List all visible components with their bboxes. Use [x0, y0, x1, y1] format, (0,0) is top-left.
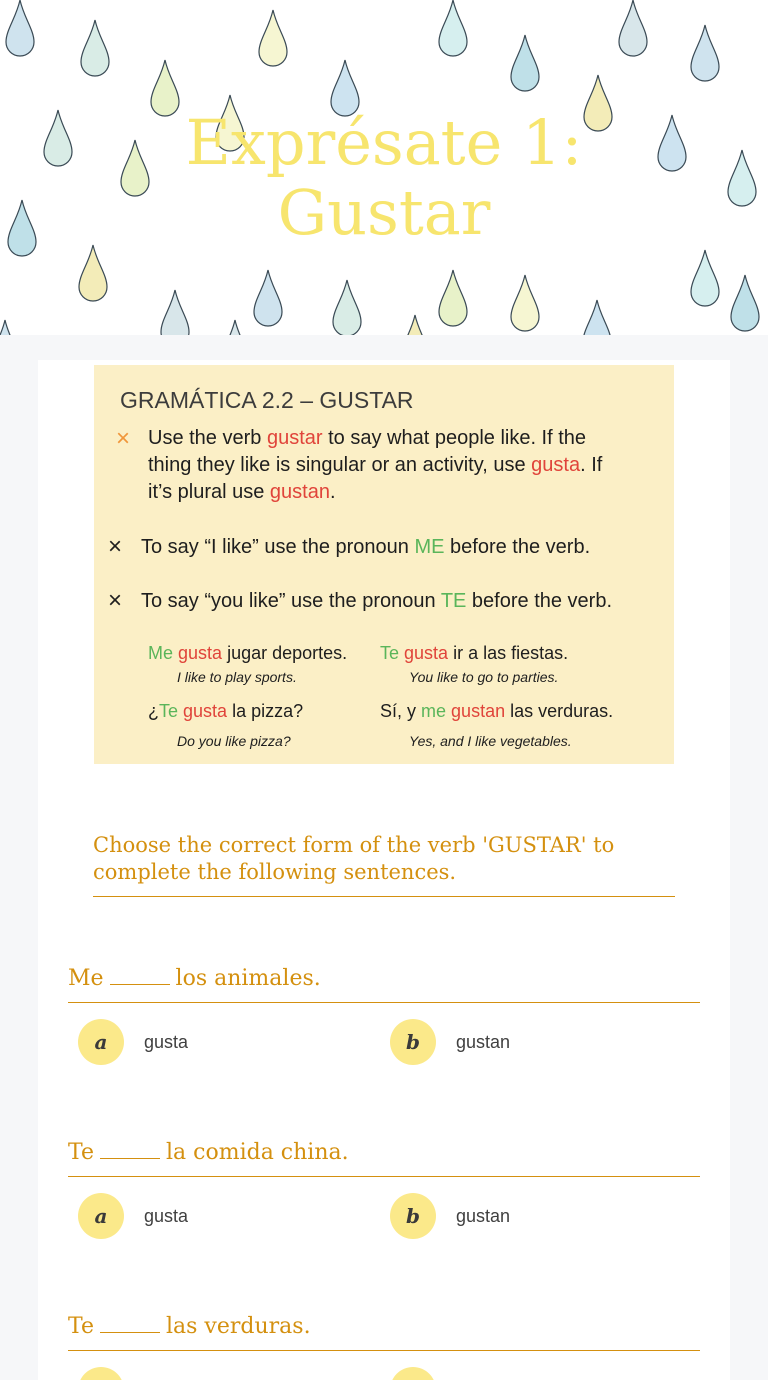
- raindrop-shape: [333, 280, 361, 335]
- raindrop-shape: [439, 0, 467, 56]
- x-icon: ×: [116, 425, 131, 452]
- option-letter-badge: b: [390, 1193, 436, 1239]
- option-label: gustan: [456, 1205, 511, 1226]
- example-translation: Yes, and I like vegetables.: [409, 733, 572, 749]
- raindrop-shape: [0, 320, 19, 335]
- raindrop-shape: [691, 25, 719, 81]
- option-label: gusta: [144, 1031, 189, 1052]
- example-sentence: Sí, y me gustan las verduras.: [380, 701, 614, 721]
- option-letter-badge: [390, 1367, 436, 1380]
- question-text: Me los animales.: [68, 965, 700, 1003]
- header-banner: [0, 0, 768, 335]
- option-letter-badge: [78, 1367, 124, 1380]
- example-translation: Do you like pizza?: [177, 733, 291, 749]
- answer-blank: [100, 1313, 160, 1333]
- grammar-rule-2: To say “I like” use the pronoun ME before the verb.: [141, 536, 591, 558]
- raindrop-shape: [6, 0, 34, 56]
- option-b-button[interactable]: [390, 1193, 510, 1239]
- option-a-button[interactable]: [78, 1367, 124, 1380]
- x-icon: ×: [108, 533, 123, 560]
- question-text: Te las verduras.: [68, 1313, 700, 1351]
- example-translation: I like to play sports.: [177, 669, 297, 685]
- answer-blank: [110, 965, 170, 985]
- question-3: [68, 1313, 700, 1351]
- raindrop-shape: [439, 270, 467, 326]
- raindrop-shape: [691, 250, 719, 306]
- grammar-rule-1: Use the verb gustar to say what people like. If the thing they like is singular or an activity, use gusta. If it’s plural use gustan.: [148, 427, 603, 503]
- option-letter-badge: b: [390, 1019, 436, 1065]
- example-sentence: Te gusta ir a las fiestas.: [380, 643, 569, 663]
- option-letter-badge: a: [78, 1193, 124, 1239]
- grammar-rule-3: To say “you like” use the pronoun TE before the verb.: [141, 590, 613, 612]
- option-label: gusta: [144, 1205, 189, 1226]
- example-translation: You like to go to parties.: [409, 669, 559, 685]
- option-a-button[interactable]: [78, 1019, 188, 1065]
- raindrop-shape: [731, 275, 759, 331]
- question-2: [68, 1139, 700, 1228]
- raindrop-shape: [619, 0, 647, 56]
- raindrop-shape: [79, 245, 107, 301]
- raindrop-shape: [259, 10, 287, 66]
- raindrop-shape: [401, 315, 429, 335]
- raindrop-shape: [583, 300, 611, 335]
- option-b-button[interactable]: [390, 1019, 510, 1065]
- example-sentence: ¿Te gusta la pizza?: [148, 701, 304, 721]
- raindrop-shape: [81, 20, 109, 76]
- grammar-title: GRAMÁTICA 2.2 – GUSTAR: [120, 387, 414, 413]
- raindrop-shape: [511, 275, 539, 331]
- option-label: gustan: [456, 1031, 511, 1052]
- question-text: Te la comida china.: [68, 1139, 700, 1177]
- answer-blank: [100, 1139, 160, 1159]
- x-icon: ×: [108, 587, 123, 614]
- option-letter-badge: a: [78, 1019, 124, 1065]
- page-title: Exprésate 1: Gustar: [185, 106, 583, 249]
- raindrop-shape: [254, 270, 282, 326]
- raindrop-shape: [511, 35, 539, 91]
- option-b-button[interactable]: [390, 1367, 436, 1380]
- raindrop-shape: [161, 290, 189, 335]
- example-sentence: Me gusta jugar deportes.: [148, 643, 348, 663]
- option-a-button[interactable]: [78, 1193, 188, 1239]
- instructions-text: Choose the correct form of the verb 'GUSTAR' to complete the following sentences.: [93, 832, 675, 897]
- raindrop-shape: [221, 320, 249, 335]
- question-1: [68, 965, 700, 1054]
- grammar-box: [94, 365, 674, 764]
